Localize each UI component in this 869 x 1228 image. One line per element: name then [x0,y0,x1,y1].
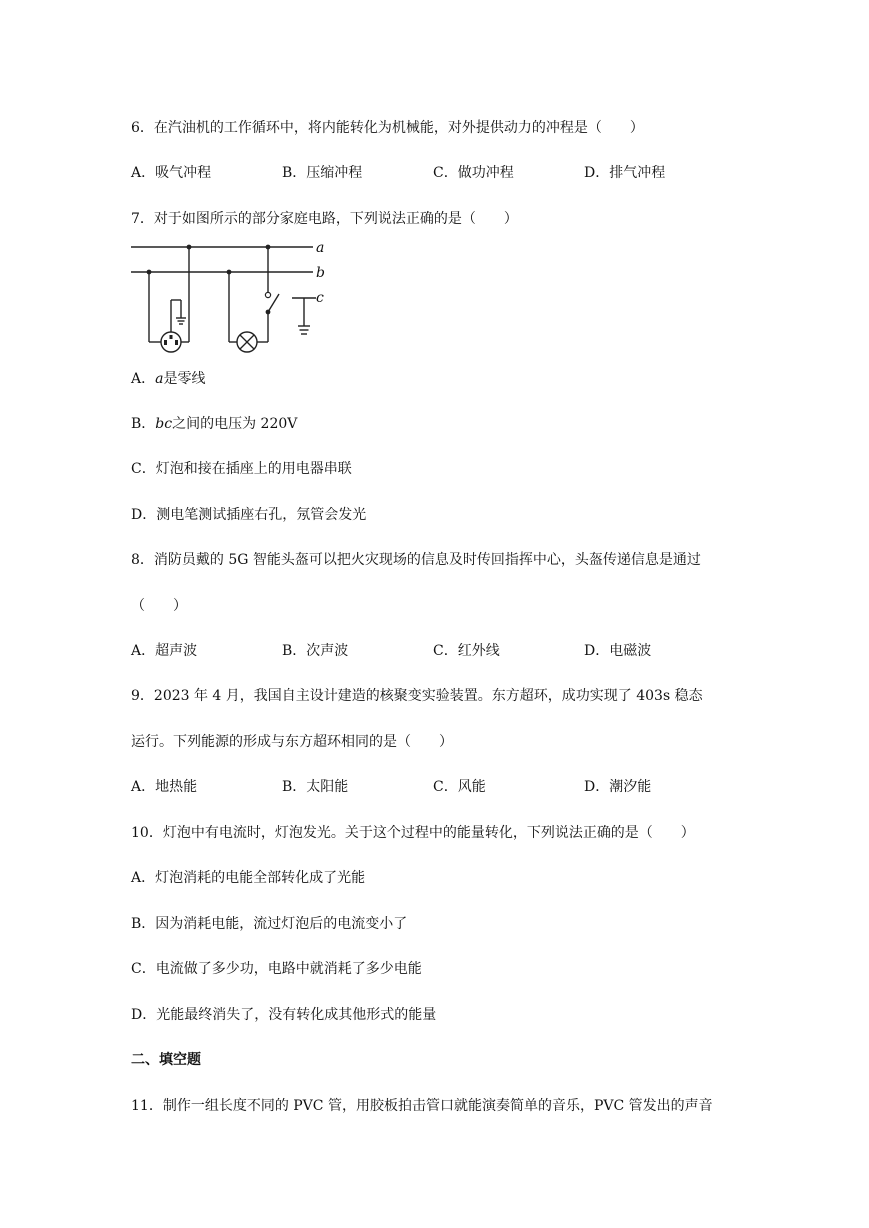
q8-options [131,642,751,660]
q7-option-a: A．a是零线 [131,371,206,387]
q9-option-c: C．风能 [433,779,486,795]
q6-option-a: A．吸气冲程 [131,165,212,181]
q9-options [131,778,751,796]
q7-option-d: D．测电笔测试插座右孔，氖管会发光 [131,507,367,523]
q7-option-b: B．bc之间的电压为 220V [131,416,298,432]
q6-option-b: B．压缩冲程 [282,165,363,181]
q11-stem-line1: 11．制作一组长度不同的 PVC 管，用胶板拍击管口就能演奏简单的音乐，PVC 管发出的声音 [131,1098,713,1114]
q10-stem: 10．灯泡中有电流时，灯泡发光。关于这个过程中的能量转化，下列说法正确的是（ ） [131,825,695,841]
section-title: 二、填空题 [131,1052,201,1068]
q10-option-a: A．灯泡消耗的电能全部转化成了光能 [131,870,366,886]
q8-option-b: B．次声波 [282,643,349,659]
q9-option-b: B．太阳能 [282,779,349,795]
q8-stem-line1: 8．消防员戴的 5G 智能头盔可以把火灾现场的信息及时传回指挥中心，头盔传递信息是通过 [131,552,701,568]
label-a: a [316,240,325,256]
q9-stem-line2: 运行。下列能源的形成与东方超环相同的是（ ） [131,734,453,750]
q8-option-d: D．电磁波 [584,643,652,659]
switch-icon [265,292,270,297]
q10-option-d: D．光能最终消失了，没有转化成其他形式的能量 [131,1007,437,1023]
q6-options [131,164,751,182]
q9-option-d: D．潮汐能 [584,779,652,795]
q6-option-c: C．做功冲程 [433,165,514,181]
q6-option-d: D．排气冲程 [584,165,666,181]
q10-option-b: B．因为消耗电能，流过灯泡后的电流变小了 [131,916,408,932]
q6-stem: 6．在汽油机的工作循环中，将内能转化为机械能，对外提供动力的冲程是（ ） [131,120,644,136]
household-circuit-diagram [131,238,331,358]
q7-option-c: C．灯泡和接在插座上的用电器串联 [131,461,352,477]
q8-option-c: C．红外线 [433,643,500,659]
q9-option-a: A．地热能 [131,779,198,795]
label-c: c [316,290,324,306]
q10-option-c: C．电流做了多少功，电路中就消耗了多少电能 [131,961,422,977]
q7-stem: 7．对于如图所示的部分家庭电路，下列说法正确的是（ ） [131,211,518,227]
q8-stem-line2: （ ） [131,598,187,614]
q9-stem-line1: 9．2023 年 4 月，我国自主设计建造的核聚变实验装置。东方超环，成功实现了 403s 稳态 [131,688,703,704]
label-b: b [316,265,325,281]
q8-option-a: A．超声波 [131,643,198,659]
